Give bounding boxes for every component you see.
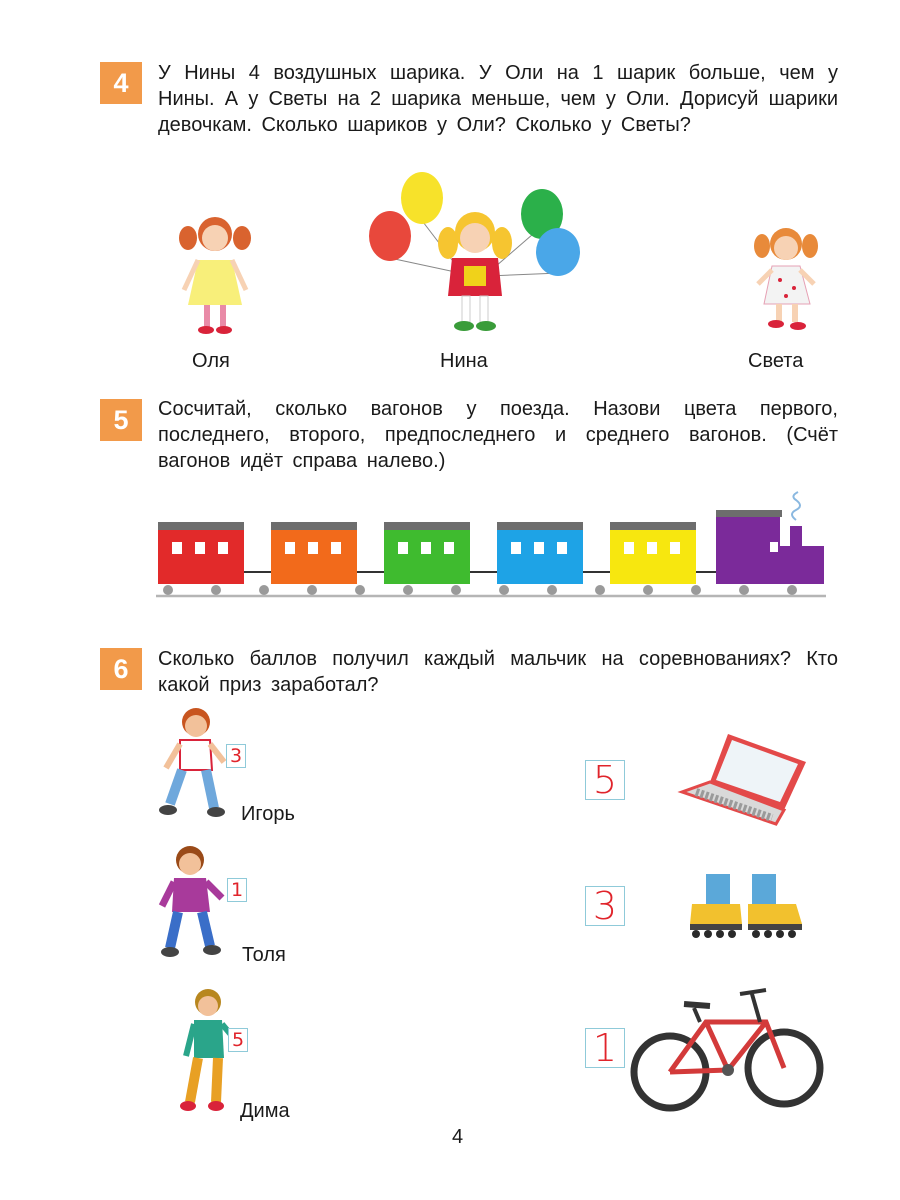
wagon-window bbox=[511, 542, 521, 554]
train-wheel bbox=[643, 585, 653, 595]
train-wheel bbox=[211, 585, 221, 595]
dima-score-box: 5 bbox=[228, 1028, 248, 1052]
wagon-window bbox=[647, 542, 657, 554]
train-wheel bbox=[355, 585, 365, 595]
train-wheel bbox=[691, 585, 701, 595]
girl-olya-illustration bbox=[170, 210, 260, 340]
train-wheel bbox=[595, 585, 605, 595]
boy-label-dima: Дима bbox=[240, 1100, 290, 1122]
train-wagon bbox=[271, 522, 357, 584]
wagon-window bbox=[218, 542, 228, 554]
boy-igor-illustration bbox=[158, 704, 228, 819]
girl-label-nina: Нина bbox=[440, 350, 488, 372]
wagon-window bbox=[557, 542, 567, 554]
train-wheel bbox=[163, 585, 173, 595]
train-wagon bbox=[384, 522, 470, 584]
task-4-number: 4 bbox=[100, 62, 142, 104]
boy-dima-illustration bbox=[176, 986, 236, 1114]
train-wheel bbox=[451, 585, 461, 595]
wagon-window bbox=[285, 542, 295, 554]
igor-score-box: 3 bbox=[226, 744, 246, 768]
train-wheel bbox=[307, 585, 317, 595]
wagon-window bbox=[308, 542, 318, 554]
wagon-window bbox=[331, 542, 341, 554]
locomotive bbox=[716, 492, 824, 584]
wagon-window bbox=[172, 542, 182, 554]
train-wheel bbox=[499, 585, 509, 595]
wagon-window bbox=[444, 542, 454, 554]
boy-label-tolya: Толя bbox=[242, 944, 286, 966]
train-wagon bbox=[497, 522, 583, 584]
roller-skates-icon bbox=[686, 872, 808, 938]
page-number: 4 bbox=[452, 1126, 464, 1148]
task-6-number: 6 bbox=[100, 648, 142, 690]
boy-label-igor: Игорь bbox=[241, 803, 295, 825]
girl-label-olya: Оля bbox=[192, 350, 230, 372]
wagon-window bbox=[398, 542, 408, 554]
train-wheel bbox=[403, 585, 413, 595]
task-5-text: Сосчитай, сколько вагонов у поезда. Назови цвета первого, последнего, второго, предпоследнего и среднего вагонов. (Счёт вагонов идёт справа налево.) bbox=[158, 398, 838, 472]
prize-score-box-5: 5 bbox=[585, 760, 625, 800]
blue-balloon bbox=[536, 228, 580, 276]
wagon-window bbox=[195, 542, 205, 554]
wagon-window bbox=[421, 542, 431, 554]
wagon-window bbox=[534, 542, 544, 554]
task-5-number: 5 bbox=[100, 399, 142, 441]
prize-score-box-3: 3 bbox=[585, 886, 625, 926]
girl-label-sveta: Света bbox=[748, 350, 804, 372]
prize-score-box-1: 1 bbox=[585, 1028, 625, 1068]
girl-sveta-illustration bbox=[740, 222, 830, 334]
train-wheel bbox=[739, 585, 749, 595]
red-balloon bbox=[369, 211, 411, 261]
task-6-text: Сколько баллов получил каждый мальчик на соревнованиях? Кто какой приз заработал? bbox=[158, 648, 838, 696]
train-wheel bbox=[787, 585, 797, 595]
wagon-window bbox=[670, 542, 680, 554]
train-wagon bbox=[158, 522, 244, 584]
tolya-score-box: 1 bbox=[227, 878, 247, 902]
train-illustration bbox=[150, 486, 830, 604]
girl-nina-with-balloons-illustration bbox=[360, 168, 590, 336]
bicycle-icon bbox=[630, 982, 826, 1114]
laptop-icon bbox=[680, 730, 810, 826]
train-wheel bbox=[547, 585, 557, 595]
yellow-balloon bbox=[401, 172, 443, 224]
wagon-window bbox=[624, 542, 634, 554]
train-wagon bbox=[610, 522, 696, 584]
task-4-text: У Нины 4 воздушных шарика. У Оли на 1 шарик больше, чем у Нины. А у Светы на 2 шарика меньше, чем у Оли. Дорисуй шарики девочкам. Сколько шариков у Оли? Сколько у Светы? bbox=[158, 62, 838, 136]
train-wheel bbox=[259, 585, 269, 595]
boy-tolya-illustration bbox=[156, 842, 231, 960]
